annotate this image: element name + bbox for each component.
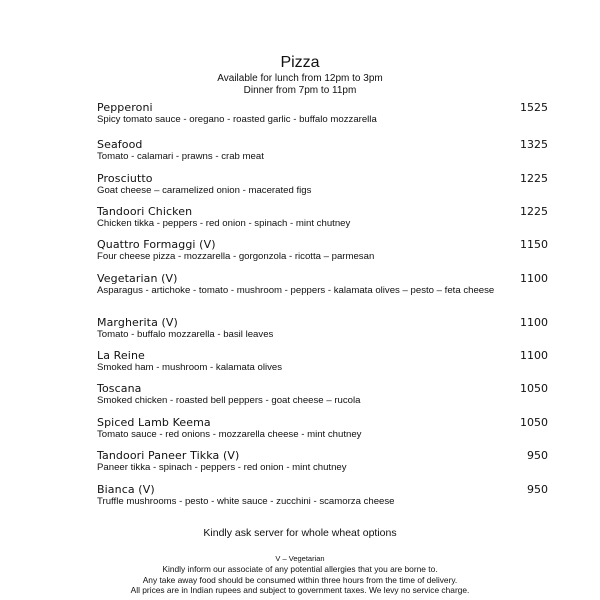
item-price: 1050	[520, 382, 548, 395]
vegetarian-legend: V – Vegetarian	[275, 554, 325, 563]
item-description: Tomato - calamari - prawns - crab meat	[97, 151, 264, 162]
item-description: Tomato sauce - red onions - mozzarella cheese - mint chutney	[97, 429, 362, 440]
item-name: Spiced Lamb Keema	[97, 416, 211, 429]
item-name: Margherita (V)	[97, 316, 178, 329]
item-price: 1225	[520, 172, 548, 185]
pricing-note: All prices are in Indian rupees and subject to government taxes. We levy no service charge.	[130, 585, 470, 595]
item-name: Vegetarian (V)	[97, 272, 178, 285]
takeaway-note: Any take away food should be consumed within three hours from the time of delivery.	[142, 574, 458, 585]
item-description: Tomato - buffalo mozzarella - basil leaves	[97, 329, 274, 340]
menu-item	[97, 449, 549, 473]
item-description: Smoked ham - mushroom - kalamata olives	[97, 362, 283, 373]
whole-wheat-note: Kindly ask server for whole wheat options	[203, 527, 397, 539]
item-price: 1225	[520, 205, 548, 218]
menu-item	[97, 272, 549, 296]
allergy-note: Kindly inform our associate of any potential allergies that you are borne to.	[162, 564, 438, 574]
menu-item	[97, 205, 549, 229]
item-name: Tandoori Chicken	[97, 205, 193, 218]
item-description: Asparagus - artichoke - tomato - mushroom - peppers - kalamata olives – pesto – feta cheese	[97, 285, 495, 296]
item-description: Chicken tikka - peppers - red onion - spinach - mint chutney	[97, 218, 351, 229]
item-name: Toscana	[97, 382, 142, 395]
item-price: 1325	[520, 138, 548, 151]
item-price: 1525	[520, 101, 548, 114]
menu-item	[97, 101, 549, 125]
item-name: La Reine	[97, 349, 145, 362]
item-description: Four cheese pizza - mozzarella - gorgonzola - ricotta – parmesan	[97, 251, 375, 262]
item-name: Quattro Formaggi (V)	[97, 238, 216, 251]
item-price: 1100	[520, 349, 548, 362]
dinner-hours: Dinner from 7pm to 11pm	[243, 84, 357, 96]
menu-item	[97, 138, 549, 162]
item-price: 1150	[520, 238, 548, 251]
item-name: Prosciutto	[97, 172, 153, 185]
item-description: Goat cheese – caramelized onion - macerated figs	[97, 185, 312, 196]
item-price: 1100	[520, 316, 548, 329]
lunch-hours: Available for lunch from 12pm to 3pm	[217, 73, 383, 84]
item-price: 950	[527, 483, 548, 496]
menu-item	[97, 382, 549, 406]
menu-item	[97, 172, 549, 196]
service-hours	[0, 73, 600, 96]
item-description: Paneer tikka - spinach - peppers - red onion - mint chutney	[97, 462, 347, 473]
item-name: Tandoori Paneer Tikka (V)	[97, 449, 240, 462]
item-price: 1050	[520, 416, 548, 429]
item-name: Pepperoni	[97, 101, 153, 114]
menu-item	[97, 416, 549, 440]
item-name: Bianca (V)	[97, 483, 155, 496]
item-description: Truffle mushrooms - pesto - white sauce - zucchini - scamorza cheese	[97, 496, 395, 507]
item-description: Spicy tomato sauce - oregano - roasted garlic - buffalo mozzarella	[97, 114, 377, 125]
menu-item	[97, 238, 549, 262]
item-description: Smoked chicken - roasted bell peppers - goat cheese – rucola	[97, 395, 361, 406]
item-price: 1100	[520, 272, 548, 285]
menu-item	[97, 316, 549, 340]
menu-title: Pizza	[280, 54, 320, 71]
item-name: Seafood	[97, 138, 143, 151]
footer-notes	[0, 564, 600, 596]
menu-item	[97, 349, 549, 373]
menu-item	[97, 483, 549, 507]
item-price: 950	[527, 449, 548, 462]
